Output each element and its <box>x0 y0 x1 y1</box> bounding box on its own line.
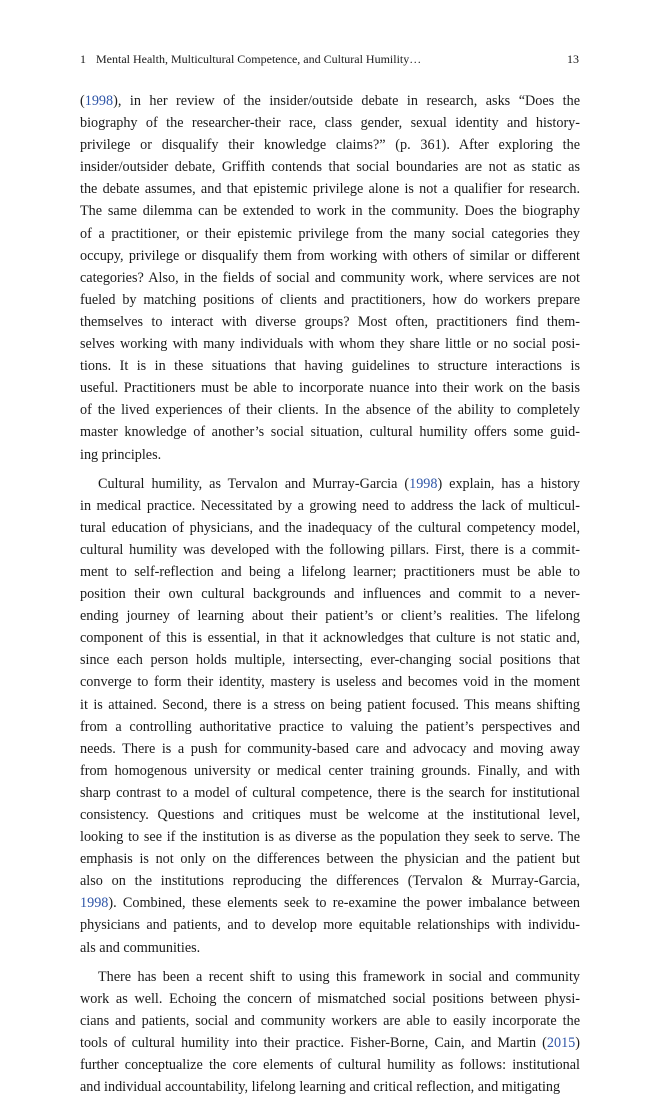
text-run: from a controlling authoritative practice to valuing the patient’s perspectives and <box>80 718 580 735</box>
text-line <box>80 716 580 738</box>
text-line <box>80 694 580 716</box>
text-run: ) explain, has a history <box>437 475 580 492</box>
text-run: tions. It is in these situations that having guidelines to structure interactions is <box>80 358 580 375</box>
citation-year-link[interactable]: 1998 <box>409 475 438 492</box>
text-run: also on the institutions reproducing the differences (Tervalon & Murray-Garcia, <box>80 873 580 890</box>
text-line <box>80 870 580 892</box>
text-run: needs. There is a push for community-based care and advocacy and moving away <box>80 740 580 757</box>
text-line <box>80 90 580 112</box>
text-line <box>80 355 580 377</box>
paragraph-gap <box>80 466 580 473</box>
text-run: of the lived experiences of their clients. In the absence of the ability to completely <box>80 402 580 419</box>
text-run: themselves to interact with diverse groups? Most often, practitioners find them- <box>80 313 580 330</box>
text-run: ). Combined, these elements seek to re-examine the power imbalance between <box>108 895 580 912</box>
text-line <box>80 627 580 649</box>
text-line <box>80 848 580 870</box>
text-run: ment to self-reflection and being a lifelong learner; practitioners must be able to <box>80 563 580 580</box>
text-run: occupy, privilege or disqualify them from working with others of similar or different <box>80 247 580 264</box>
text-run: looking to see if the institution is as diverse as the population they seek to serve. The <box>80 829 580 846</box>
text-line <box>80 517 580 539</box>
text-line <box>80 1010 580 1032</box>
text-line <box>80 539 580 561</box>
text-run: selves working with many individuals with whom they share little or no social posi- <box>80 336 580 353</box>
text-run: component of this is essential, in that it acknowledges that culture is not static and, <box>80 630 580 647</box>
text-line <box>80 966 580 988</box>
text-run: Cultural humility, as Tervalon and Murray-Garcia ( <box>98 475 410 492</box>
text-run: cultural humility was developed with the following pillars. First, there is a commit- <box>80 541 580 558</box>
text-line <box>80 583 580 605</box>
text-line <box>80 892 580 914</box>
text-run: converge to form their identity, mastery is useless and becomes void in the moment <box>80 674 580 691</box>
text-line <box>80 178 580 200</box>
text-line <box>80 473 580 495</box>
citation-year-link[interactable]: 1998 <box>84 93 114 109</box>
text-line <box>80 782 580 804</box>
body-text <box>80 90 580 1098</box>
text-run: in medical practice. Necessitated by a growing need to address the lack of multicul- <box>80 497 580 514</box>
running-head <box>80 50 580 68</box>
text-run: ending journey of learning about their patient’s or client’s realities. The lifelong <box>80 608 580 625</box>
text-run: ) <box>575 1034 580 1051</box>
page-number: 13 <box>567 52 579 66</box>
text-run: biography of the researcher-their race, class gender, sexual identity and history- <box>80 115 580 132</box>
text-line <box>80 760 580 782</box>
chapter-number: 1 <box>80 52 86 66</box>
text-run: The same dilemma can be extended to work in the community. Does the biography <box>80 203 580 220</box>
text-line <box>80 1032 580 1054</box>
text-run: and individual accountability, lifelong learning and critical reflection, and mitigating <box>80 1079 561 1096</box>
citation-year-link[interactable]: 1998 <box>80 895 109 912</box>
text-line <box>80 399 580 421</box>
text-line <box>80 937 580 959</box>
text-line <box>80 112 580 134</box>
text-line <box>80 1076 580 1098</box>
text-line <box>80 988 580 1010</box>
text-run: physicians and patients, and to develop more equitable relationships with individu- <box>80 917 580 934</box>
text-line <box>80 495 580 517</box>
text-line <box>80 156 580 178</box>
text-run: the debate assumes, and that epistemic privilege alone is not a qualifier for research. <box>80 181 580 198</box>
text-line <box>80 914 580 936</box>
text-run: insider/outsider debate, Griffith contends that social boundaries are not as static as <box>80 159 580 176</box>
text-line <box>80 738 580 760</box>
text-line <box>80 311 580 333</box>
text-run: ), in her review of the insider/outside debate in research, asks “Does the <box>113 93 580 109</box>
text-line <box>80 444 580 466</box>
text-run: since each person holds multiple, intersecting, ever-changing social positions that <box>80 652 580 669</box>
text-run: useful. Practitioners must be able to incorporate nuance into their work on the basis <box>80 380 580 397</box>
text-run: ( <box>80 93 85 109</box>
text-line <box>80 267 580 289</box>
text-line <box>80 333 580 355</box>
text-run: consistency. Questions and critiques must be welcome at the institutional level, <box>80 807 580 823</box>
text-line <box>80 421 580 443</box>
text-run: fueled by matching positions of clients and practitioners, how do workers prepare <box>80 291 580 308</box>
text-run: privilege or disqualify their knowledge claims?” (p. 361). After exploring the <box>80 137 580 154</box>
text-line <box>80 561 580 583</box>
text-line <box>80 245 580 267</box>
text-run: position their own cultural backgrounds and influences and commit to a never- <box>80 586 580 603</box>
text-run: work as well. Echoing the concern of mismatched social positions between physi- <box>80 990 580 1007</box>
text-line <box>80 649 580 671</box>
text-run: ing principles. <box>80 446 162 463</box>
text-run: tural education of physicians, and the inadequacy of the cultural competency model, <box>80 519 580 536</box>
text-run: sharp contrast to a model of cultural competence, there is the search for institutional <box>80 784 580 801</box>
text-line <box>80 804 580 826</box>
text-run: emphasis is not only on the differences between the physician and the patient but <box>80 851 580 868</box>
text-run: cians and patients, social and community workers are able to easily incorporate the <box>80 1012 580 1029</box>
text-run: There has been a recent shift to using this framework in social and community <box>98 968 580 985</box>
text-line <box>80 826 580 848</box>
text-run: it is attained. Second, there is a stress on being patient focused. This means shifting <box>80 696 580 713</box>
text-run: of a practitioner, or their epistemic privilege from the many social categories they <box>80 225 580 242</box>
text-run: tools of cultural humility into their practice. Fisher-Borne, Cain, and Martin ( <box>80 1034 547 1051</box>
text-line <box>80 1054 580 1076</box>
text-run: master knowledge of another’s social situation, cultural humility offers some guid- <box>80 424 580 441</box>
text-line <box>80 289 580 311</box>
text-line <box>80 223 580 245</box>
text-line <box>80 200 580 222</box>
chapter-title: Mental Health, Multicultural Competence, and Cultural Humility… <box>96 52 422 66</box>
text-run: als and communities. <box>80 939 201 956</box>
text-run: further conceptualize the core elements of cultural humility as follows: institutional <box>80 1057 580 1074</box>
text-line <box>80 377 580 399</box>
text-line <box>80 134 580 156</box>
text-line <box>80 671 580 693</box>
citation-year-link[interactable]: 2015 <box>546 1034 576 1051</box>
text-run: categories? Also, in the fields of social and community work, where services are not <box>80 269 580 286</box>
text-run: from homogenous university or medical center training grounds. Finally, and with <box>80 762 580 779</box>
paragraph-gap <box>80 959 580 966</box>
text-line <box>80 605 580 627</box>
